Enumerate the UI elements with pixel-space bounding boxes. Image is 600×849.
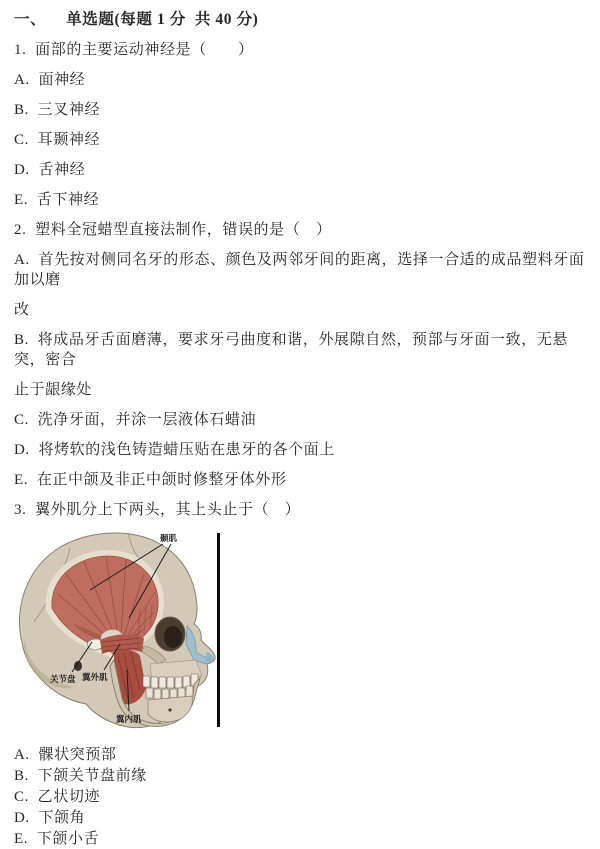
section-number: 一、 bbox=[14, 11, 47, 28]
q2-option-a-line2: 改 bbox=[14, 302, 30, 318]
skull-anatomy-illustration bbox=[10, 530, 242, 735]
temporalis-label: 颞肌 bbox=[160, 533, 178, 543]
section-header bbox=[14, 10, 588, 30]
question-1-title: 1. 面部的主要运动神经是（ ） bbox=[14, 42, 254, 58]
articular-disc-label: 关节盘 bbox=[50, 674, 76, 684]
medial-pterygoid-label: 翼内肌 bbox=[116, 714, 142, 724]
q3-option-b: B. 下颌关节盘前缘 bbox=[14, 768, 147, 784]
q3-option-c: C. 乙状切迹 bbox=[14, 789, 101, 805]
question-3-title: 3. 翼外肌分上下两头，其上头止于（ ） bbox=[14, 502, 301, 518]
q2-option-e: E. 在正中颌及非正中颌时修整牙体外形 bbox=[14, 472, 287, 488]
skull-anatomy-figure bbox=[10, 530, 242, 735]
section-title: 单选题 bbox=[66, 11, 115, 28]
section-meta: (每题 1 分 共 40 分) bbox=[114, 11, 259, 28]
question-2-title: 2. 塑料全冠蜡型直接法制作，错误的是（ ） bbox=[14, 222, 332, 238]
q3-option-a: A. 髁状突预部 bbox=[14, 747, 117, 763]
q2-option-a-line1: A. 首先按对侧同名牙的形态、颜色及两邻牙间的距离，选择一合适的成品塑料牙面加以磨 bbox=[14, 252, 585, 288]
q1-option-d: D. 舌神经 bbox=[14, 162, 86, 178]
q2-option-d: D. 将烤软的浅色铸造蜡压贴在患牙的各个面上 bbox=[14, 442, 335, 458]
q3-option-d: D. 下颌角 bbox=[14, 810, 86, 826]
figure-divider-bar bbox=[217, 533, 220, 727]
mental-foramen bbox=[168, 708, 171, 711]
eye-orbit-inner bbox=[164, 626, 182, 648]
q2-option-c: C. 洗净牙面，并涂一层液体石蜡油 bbox=[14, 412, 257, 428]
q1-option-e: E. 舌下神经 bbox=[14, 192, 100, 208]
q2-option-b-line2: 止于龈缘处 bbox=[14, 382, 93, 398]
q1-option-a: A. 面神经 bbox=[14, 72, 86, 88]
q1-option-c: C. 耳颞神经 bbox=[14, 132, 101, 148]
lateral-pterygoid-label: 翼外肌 bbox=[82, 672, 108, 682]
q1-option-b: B. 三叉神经 bbox=[14, 102, 101, 118]
q3-option-e: E. 下颌小舌 bbox=[14, 831, 100, 847]
q2-option-b-line1: B. 将成品牙舌面磨薄，要求牙弓曲度和谐，外展隙自然，预部与牙面一致，无悬突，密合 bbox=[14, 332, 569, 368]
